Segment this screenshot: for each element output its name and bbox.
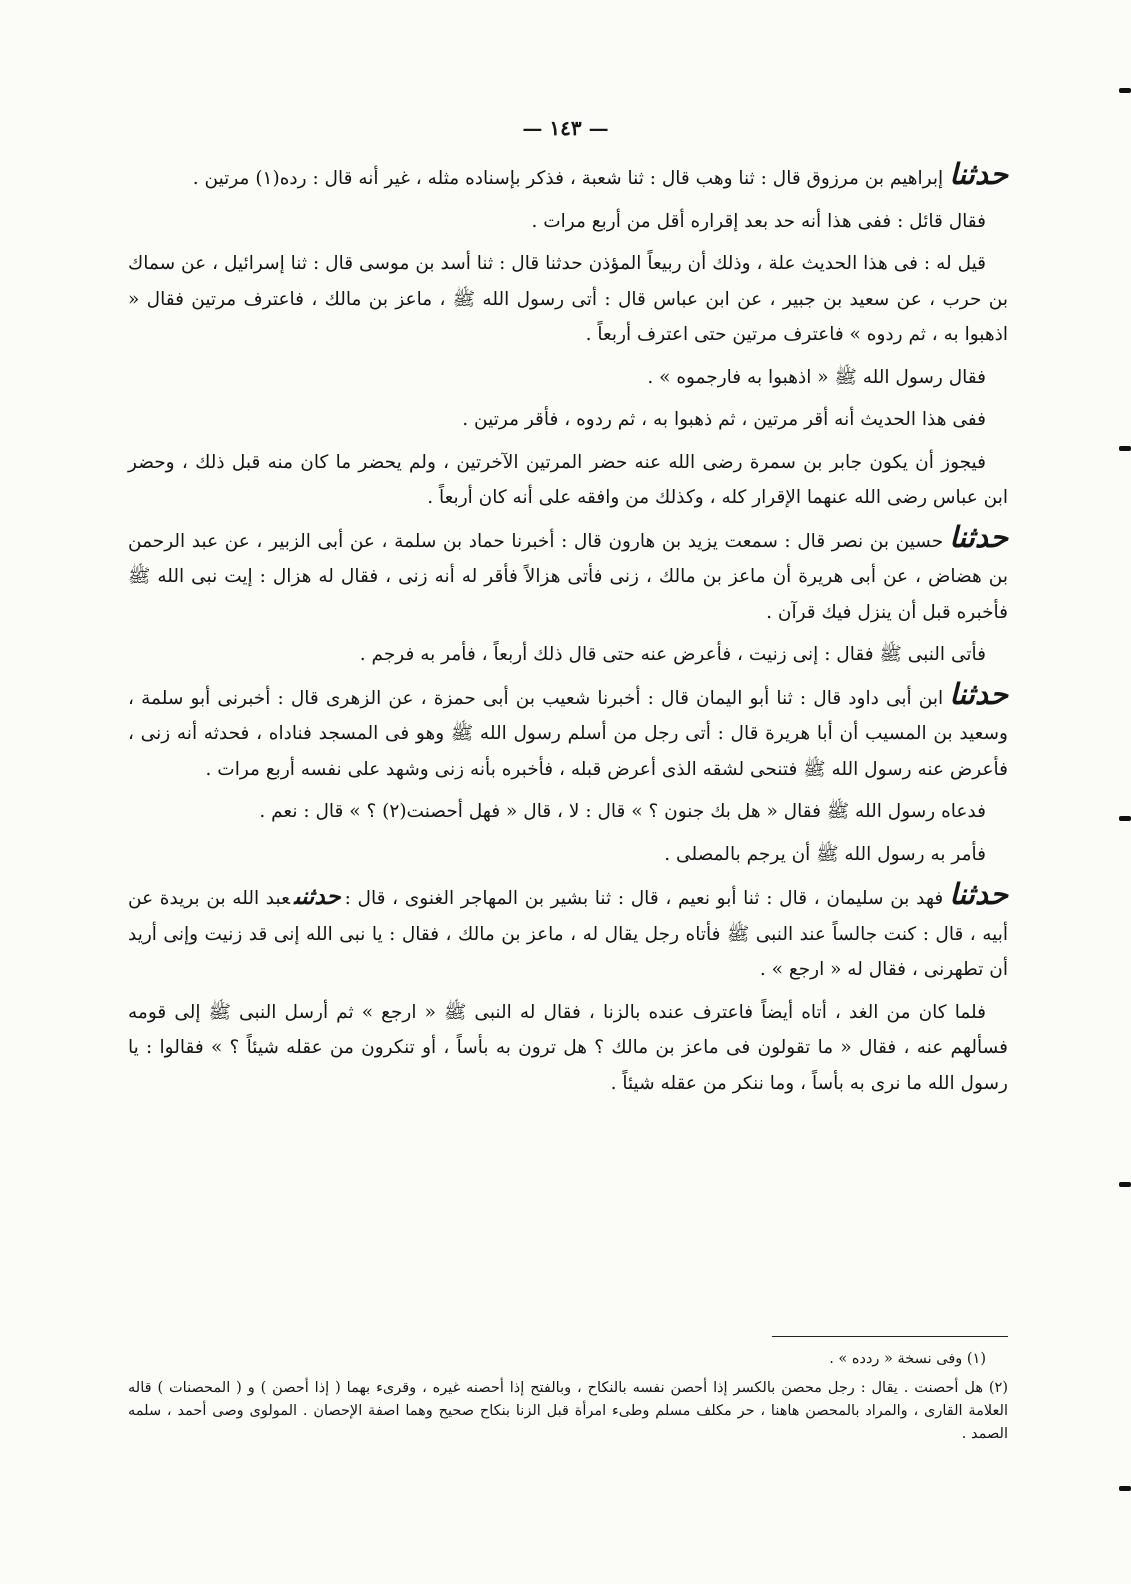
paragraph-text: فقال قائل : ففى هذا أنه حد بعد إقراره أقل من أربع مرات .: [531, 210, 986, 232]
haddathani-keyword: حدثنى: [294, 883, 341, 910]
paragraph-text: فقال رسول الله ﷺ « اذهبوا به فارجموه » .: [647, 366, 986, 388]
paragraph-text: إبراهيم بن مرزوق قال : ثنا وهب قال : ثنا شعبة ، فذكر بإسناده مثله ، غير أنه قال : رده(١) مرتين .: [192, 168, 944, 189]
haddatha-keyword: حدثنا: [949, 519, 1008, 554]
paragraph-text: ابن أبى داود قال : ثنا أبو اليمان قال : أخبرنا شعيب بن أبى حمزة ، عن الزهرى قال : أخبرنى أبو سلمة ، وسعيد بن المسيب أن أبا هريرة قال : أتى رجل من أسلم رسول الله ﷺ وهو فى المسجد فناداه ، فحدثه أنه زنى ، فأعرض عنه رسول الله ﷺ فتنحى لشقه الذى أعرض قبله ، فأخبره بأنه زنى وشهد على نفسه أربع مرات .: [128, 687, 1008, 780]
page-edge-mark: [1119, 1182, 1131, 1187]
paragraph: [128, 519, 1008, 631]
footnote: (٢) هل أحصنت . يقال : رجل محصن بالكسر إذا أحصن نفسه بالنكاح ، وبالفتح إذا أحصنه غيره ، وقرىء بهما ( إذا أحصن ) و ( المحصنات ) قاله العلامة القارى ، والمراد بالمحصن هاهنا ، حر مكلف مسلم وطىء امرأة قبل الزنا بنكاح صحيح وهما اصفة الإحصان . المولوى وصى أحمد ، سلمه الصمد .: [128, 1380, 1008, 1442]
paragraph: [128, 879, 1008, 988]
haddatha-keyword: حدثنا: [949, 877, 1009, 911]
paragraph: [128, 794, 1008, 830]
page-edge-mark: [1119, 1486, 1131, 1491]
paragraph-text: حسين بن نصر قال : سمعت يزيد بن هارون قال : أخبرنا حماد بن سلمة ، عن أبى الزبير ، عن عبد الرحمن بن هضاض ، عن أبى هريرة أن ماعز بن مالك ، زنى فأتى هزالاً فأقر له أنه زنى ، فقال له هزال : إيت نبى الله ﷺ فأخبره قبل أن ينزل فيك قرآن .: [128, 530, 1008, 623]
main-text: [128, 157, 1009, 1108]
footnote-divider: [772, 1336, 1008, 1337]
paragraph-text: فأمر به رسول الله ﷺ أن يرجم بالمصلى .: [664, 843, 986, 865]
paragraph-text: قيل له : فى هذا الحديث علة ، وذلك أن ربيعاً المؤذن حدثنا قال : ثنا أسد بن موسى قال : ثنا إسرائيل ، عن سماك بن حرب ، عن سعيد بن جبير ، عن ابن عباس قال : أتى رسول الله ﷺ ، ماعز بن مالك ، فاعترف مرتين فقال « اذهبوا به ، ثم ردوه » فاعترف مرتين حتى اعترف أربعاً .: [128, 253, 1008, 345]
paragraph: [128, 837, 1008, 873]
paragraph-text: فلما كان من الغد ، أتاه أيضاً فاعترف عنده بالزنا ، فقال له النبى ﷺ « ارجع » ثم أرسل النبى ﷺ إلى قومه فسألهم عنه ، فقال « ما تقولون فى ماعز بن مالك ؟ هل ترون به بأساً ، أو تنكرون من عقله شيئاً ؟ » فقالوا : يا رسول الله ما نرى به بأساً ، وما ننكر من عقله شيئاً .: [128, 1001, 1008, 1094]
page-edge-mark: [1119, 446, 1131, 451]
page-number: — ١٤٣ —: [522, 116, 609, 140]
paragraph: [128, 360, 1008, 396]
page-edge-mark: [1119, 88, 1131, 93]
paragraph: [128, 995, 1008, 1102]
haddatha-keyword: حدثنا: [949, 157, 1008, 191]
paragraph: [128, 204, 1008, 240]
paragraph-text: فأتى النبى ﷺ فقال : إنى زنيت ، فأعرض عنه حتى قال ذلك أربعاً ، فأمر به فرجم .: [359, 644, 986, 665]
paragraph: [128, 637, 1008, 673]
paragraph-text: فدعاه رسول الله ﷺ فقال « هل بك جنون ؟ » قال : لا ، قال « فهل أحصنت(٢) ؟ » قال : نعم .: [259, 801, 986, 822]
paragraph-text: فهد بن سليمان ، قال : ثنا أبو نعيم ، قال : ثنا بشير بن المهاجر الغنوى ، قال :: [344, 888, 944, 909]
paragraph-text: فيجوز أن يكون جابر بن سمرة رضى الله عنه حضر المرتين الآخرتين ، ولم يحضر ما كان منه قبل ذلك ، وحضر ابن عباس رضى الله عنهما الإقرار كله ، وكذلك من وافقه على أنه كان أربعاً .: [128, 451, 1008, 508]
paragraph: [128, 676, 1008, 788]
paragraph-text: ففى هذا الحديث أنه أقر مرتين ، ثم ذهبوا به ، ثم ردوه ، فأقر مرتين .: [462, 409, 986, 430]
paragraph: [128, 157, 1008, 197]
paragraph: [128, 402, 1008, 438]
footnote: (١) وفى نسخة « ردده » .: [829, 1351, 986, 1367]
paragraph: [128, 445, 1008, 516]
page-edge-mark: [1119, 816, 1131, 821]
haddatha-keyword: حدثنا: [949, 676, 1008, 711]
footnotes: [128, 1348, 1008, 1452]
paragraph: [128, 246, 1008, 353]
paragraph-text: عبد الله بن بريدة عن أبيه ، قال : كنت جالساً عند النبى ﷺ فأتاه رجل يقال له ، ماعز بن مالك ، فقال : يا نبى الله إنى قد زنيت وإنى أريد أن تطهرنى ، فقال له « ارجع » .: [128, 888, 1009, 980]
